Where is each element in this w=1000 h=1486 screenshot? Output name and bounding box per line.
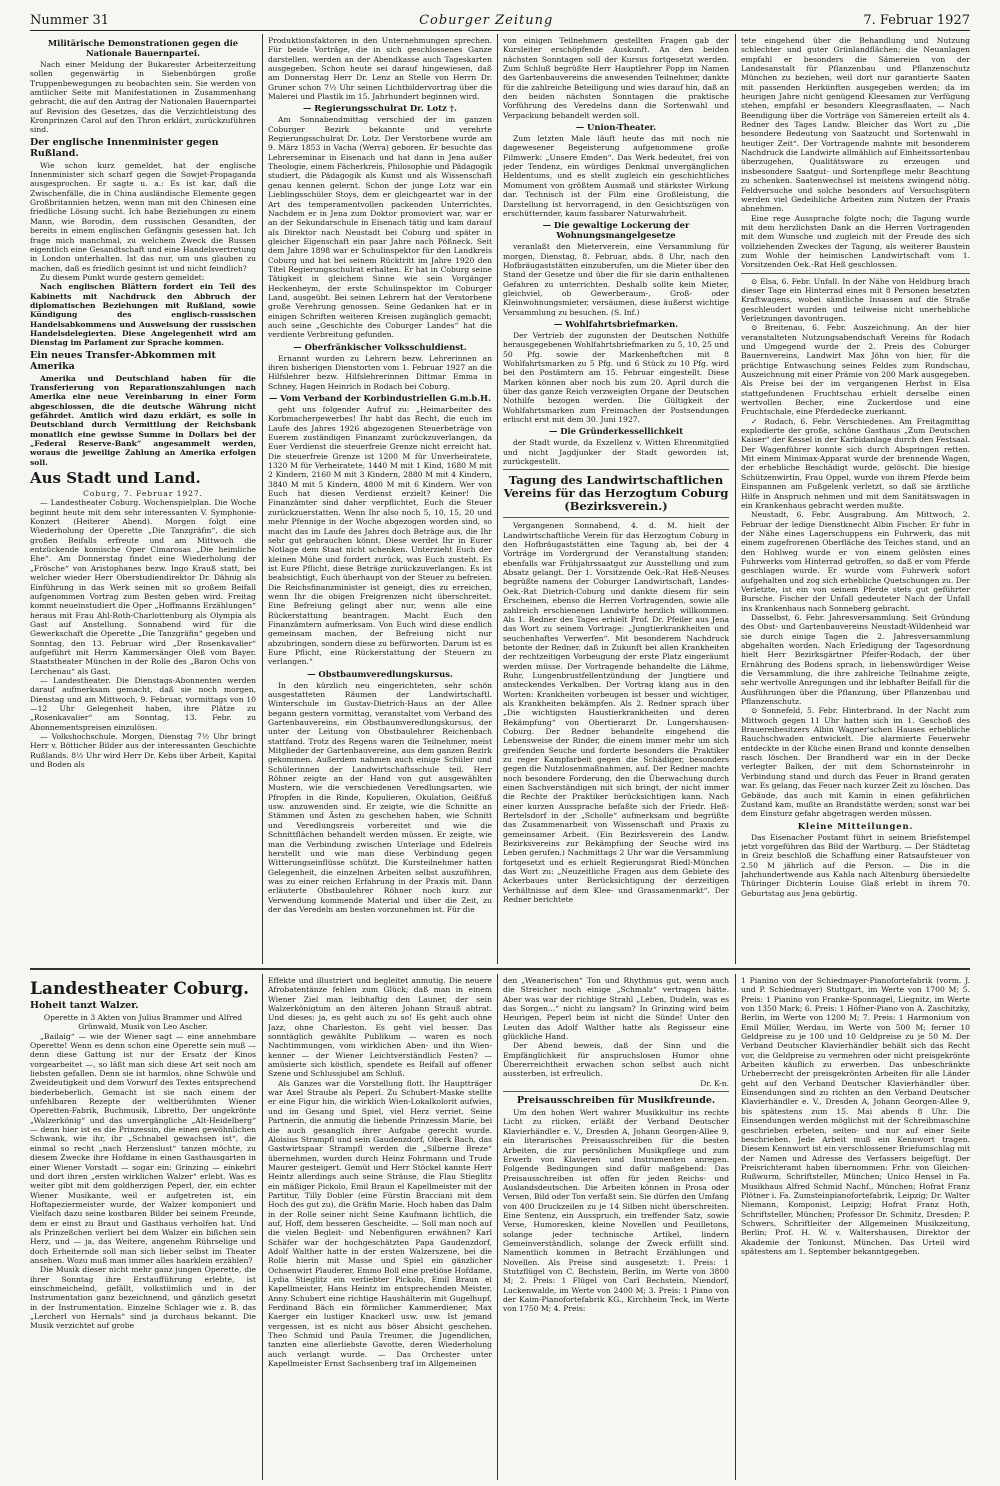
column-rule xyxy=(262,974,263,1480)
article-wohlfahrtsmarken: Der Vertrieb der zugunsten der Deutschen Nothilfe herausgegebenen Wohlfahrtsbriefmarken zu 5, 10, 25 und 50 Pfg. sowie der Markenheftchen mit 8 Wohlfahrtsmarken zu 5 Pfg. und 6 Stück zu 10 Pfg. wird bei den Postämtern am 15. Februar eingestellt. Diese Marken können aber noch bis zum 20. April durch die über das ganze Reich verzweigten Organe der Deutschen Nothilfe bezogen werden. Die Gültigkeit der Wohlfahrtsmarken zum Freimachen der Postsendungen erlischt erst mit dem 30. Juni 1927. xyxy=(503,330,729,425)
article-volksschuldienst: Ernannt wurden zu Lehrern bezw. Lehrerinnen an ihren bisherigen Dienstorten vom 1. Februar 1927 an die Hilfslehrer bezw. Hilfslehrerinnen Dittmar Emma in Schney, Hagen Heinrich in Rodach bei Coburg. xyxy=(268,353,492,391)
section-divider xyxy=(30,968,970,970)
newspaper-title: Coburger Zeitung xyxy=(419,13,554,28)
headline-wohlfahrtsmarken: — Wohlfahrtsbriefmarken. xyxy=(553,318,679,329)
article-transfer: Amerika und Deutschland haben für die Transferierung von Reparationszahlungen nach Amerika eine neue Vereinbarung in einer Form abgeschlossen, die die deutsche Währung nicht gefährdet. Amtlich wird dazu erklärt, es solle in Deutschland durch Vermittlung der Reichsbank monatlich eine gewisse Summe in Dollars bei der „Federal Reserve-Bank“ angesammelt werden, woraus die jeweilige Zahlung an Amerika erfolgen soll. xyxy=(30,373,256,467)
column-4 xyxy=(741,36,970,964)
article-wohnungsmangel: veranlaßt den Mieterverein, eine Versammlung für morgen, Dienstag, 8. Februar, abds. 8 Uhr, nach den Hofbräugaststätten einzuberufen, um die Mieter über den Stand der Gesetze und über die für sie darin enthaltenen Gefahren zu unterrichten. Deshalb sollte kein Mieter, gleichviel, ob Gewerberaum-, Groß- oder Kleinwohnungsmieter, versäumen, diese äußerst wichtige Versammlung zu besuchen. (S. Inf.) xyxy=(503,242,729,317)
article-theater-weekly: — Landestheater Coburg. Wochenspielplan. Die Woche beginnt heute mit dem sehr interessanten V. Symphonie-Konzert (Heiterer Abend). Morgen folgt eine Wiederholung der Operette „Die Tanzgräfin“, die sich großen Beifalls erfreute und am Mittwoch die entzückende komische Oper Cimarosas „Die heimliche Ehe“. Am Donnerstag findet eine Wiederholung der „Frösche“ von Aristophanes bezw. Ingo Krauß statt, bei welcher wieder Herr Oberstudiendirektor Dr. Dähnig als Einführung in das Werk seinen mit so großem Beifall aufgenommen Vortrag zum Besten geben wird. Freitag kommt neueinstudiert die Oper „Hoffmanns Erzählungen“ heraus mit Frau Ahl-Roth-Charlottenburg als Olympia als Gast auf Anstellung. Sonnabend wird für die Gewerkschaft die Operette „Die Tanzgräfin“ gegeben und Sonntag, den 13. Februar wird „Der Rosenkavalier“ aufgeführt mit Herrn Kammersänger Oleß vom Bayer. Staatstheater München in der Rolle des „Baron Ochs von Lerchenau“ als Gast. xyxy=(30,498,256,676)
column-3 xyxy=(503,36,729,964)
article-tagung-cont: tete eingehend über die Behandlung und Nutzung schlechter und guter Grünlandflächen; die Neuanlagen empfahl er besonders die Sämereien von der Landesanstalt für Pflanzenbau und Pflanzenschutz München zu beziehen, weil dort nur garantierte Saaten mit passenden Herkünften ausgegeben werden; da im heurigen Jahre nicht genügend Kleesamen zur Verfügung stehen, empfahl er besonders Kleegrasflaaten. — Nach Beendigung über die Vorträge von Sämereien erteilt als 4. Redner des Tages Landw. Bleicher das Wort zu „Die besondere Bedeutung von Saatzucht und Sortenwahl in heutiger Zeit“. Der Vortragende mahnte mit besonderem Nachdruck die Landwirte allmählich auf Einheitssortenbau überzugehen, Qualitätsware zu erzeugen und insbesondere Saatgut- und Sortenpflege mehr Beachtung zu schenken. Saatenwechsel ist meistens zwingend nötig. Feldversuche und solche besonders auf Versuchsgütern werden viel Gedeihliche Arbeiten zum Nutzen der Praxis abnehmen. xyxy=(741,36,970,214)
article-theater-abo: — Landestheater. Die Dienstags-Abonnenten werden darauf aufmerksam gemacht, daß sie noch morgen, Dienstag und am Mittwoch, 9. Februar, vormittags von 10—12 Uhr Gelegenheit haben, ihre Plätze zu „Rosenkavalier“ am Sonntag, 13. Febr. zu Abonnementspreisen einzulösen. xyxy=(30,675,256,732)
headline-volksschuldienst: — Oberfränkischer Volksschuldienst. xyxy=(293,341,467,352)
section-title-local: Aus Stadt und Land. xyxy=(30,469,201,488)
article-preisausschreiben-cont: 1 Pianino von der Schiedmayer-Pianofortefabrik (vorm. J. und P. Schiedmayer) Stuttgart, im Werte von 1700 M; 5. Preis: 1 Pianino von Franke-Sponnagel, Liegnitz, im Werte von 1350 Mark; 6. Preis: 1 Höfner-Piano von A. Zaschitzky, Berlin, im Werte von 1200 M; 7. Preis: 1 Harmonium von Emil Müller, Werdau, im Werte von 500 M; ferner 10 Geldpreise zu je 100 und 10 Geldpreise zu je 50 M. Der Verband Deutscher Klavierhändler behält sich das Recht vor, die Geldpreise zu vermehren oder nicht preisgekrönte Arbeiten käuflich zu erwerben. Das unbeschränkte Urheberrecht der preisgekrönten Arbeiten für alle Länder geht auf den Verband Deutscher Klavierhändler über. Einsendungen sind zu richten an den Verband Deutscher Klavierhändler e. V., Dresden A, Johann Georgen-Allee 9, bis spätestens zum 15. Mai abends 8 Uhr. Die Einsendungen werden möglichst mit der Schreibmaschine geschrieben erbeten, seiten- und nur auf einer Seite beschrieben. Jede Arbeit muß ein Kennwort tragen. Diesem Kennwort ist ein verschlossener Briefumschlag mit der Namen und Adresse des Verfassers beigefügt. Der Preisrichteramt haben übernommen: Frhr. von Gleichen-Rußwurm, Schriftsteller, München; Unico Hensel in Fa. Musikhaus Alfred Schmid Nachf., München; Hofrat Franz Plötner i. Fa. Zumsteinpianofortefabrik, Leipzig; Dr. Walter Niemann, Komponist, Leipzig; Hofrat Franz Hoth, Schriftsteller, München; Professor Dr. Schmitz, Dresden; P. Schwers, Schriftleiter der Allgemeinen Musikzeitung, Berlin; Prof. H. W. v. Waltershausen, Direktor der Akademie der Tonkunst, München. Das Urteil wird spätestens am 1. September bekanntgegeben. xyxy=(741,976,970,1256)
review-part-5: den „Weanerischen“ Ton und Rhythmus gut, wenn auch die Streicher noch einige „Schmalz“ vertragen hätte. Aber was war der richtige Strahl „Leben, Dudeln, was es das Sorgen...“ nicht zu langsam? In Grinzing wird beim Heurigen, Peperl beim ist nicht die Sünde! Unter den Leuten das Adolf Walther hatte als Regisseur eine glückliche Hand. xyxy=(503,976,729,1042)
subheadline-walzer: Hoheit tanzt Walzer. xyxy=(30,1000,139,1011)
issue-date: 7. Februar 1927 xyxy=(863,13,970,28)
masthead xyxy=(30,6,970,31)
article-romania: Nach einer Meldung der Bukarester Arbeiterzeitung sollen gegenwärtig in Siebenbürgen große Truppenbewegungen zu beobachten sein. Sie werden von amtlicher Seite mit Manifestationen in Zusammenhang gebracht, die auf den Antrag der Nationalen Bauernpartei auf Revision des Gesetzes, das die Verzichtleistung des Kronprinzen Carol auf den Thron erklärt, zurückzuführen sind. xyxy=(30,60,256,135)
headline-interior-minister: Der englische Innenminister gegen Rußland. xyxy=(30,136,219,159)
issue-number: Nummer 31 xyxy=(30,13,109,28)
headline-tagung: Tagung des Landwirtschaftlichen Vereins für das Herzogtum Coburg (Bezirksverein.) xyxy=(503,473,729,514)
article-volkshochschule-cont: Produktionsfaktoren in den Unternehmungen sprechen. Für beide Vorträge, die in sich geschlossenes Ganze darstellen, werden an der Abendkasse auch Tageskarten ausgegeben. Schon heute sei darauf hingewiesen, daß am Donnerstag Herr Dr. Lenz an Stelle von Herrn Dr. Gruner schon 7½ Uhr seinen Lichtbildervortrag über die Malerei und Plastik im 15. Jahrhundert beginnen wird. xyxy=(268,36,492,102)
operetta-credits: Operette in 3 Akten von Julius Brammer und Alfred Grünwald, Musik von Leo Ascher. xyxy=(43,1013,243,1032)
review-signature: Dr. K-n. xyxy=(700,1078,729,1088)
column-rule xyxy=(262,34,263,964)
column-2 xyxy=(268,36,492,964)
article-kleine-mitteilungen: Das Eisenacher Postamt führt in seinem Briefstempel jetzt vorgeführen das Bild der Wartburg. — Der Städtetag in Greiz beschloß die Schaffung einer Ratsaufsteuer von 2.50 M jährlich auf die Person. — Die in die Jahrhundertwende aus Kahla nach Altenburg übersiedelte Thüringer Dichterin Louise Glaß erlebt in ihrem 70. Geburtstag aus Jena gebürtig. xyxy=(741,832,970,898)
review-part-2: Die Musik dieser nicht mehr ganz jungen Operette, die ihrer Sonntag ihre Erstaufführung erlebte, ist einschmeichelnd, gefällt, volkstümlich und in der Instrumentation ganz bezeichnend, und gänzlich gesetzt in der Instrumentation. Einzelne Schlager wie z. B. das „Lercherl von Hernals“ sind ja durchaus bekannt. Die Musik verzichtet auf grobe xyxy=(30,1265,256,1331)
headline-gruender: — Die Gründerkessellichkeit xyxy=(548,426,684,437)
article-obstbaum-cont: von einigen Teilnehmern gestellten Fragen gab der Kursleiter erschöpfende Auskunft. An den beiden nächsten Sonntagen soll der Kursus fortgesetzt werden. Zum Schluß begrüßte Herr Hauptlehrer Popp im Namen des Gartenbauvereins die anwesenden Teilnehmer, dankte für die zahlreiche Beteiligung und wies darauf hin, daß an den beiden nächsten Sonntagen die praktische Vorführung des Veredelns dann die Sortenwahl und Verpackung behandelt werden soll. xyxy=(503,36,729,120)
article-interior-minister-2: Zu diesem Punkt wurde gestern gemeldet: xyxy=(40,272,205,282)
divider xyxy=(503,469,729,470)
headline-transfer: Ein neues Transfer-Abkommen mit Amerika xyxy=(30,349,216,372)
article-interior-minister-3: Nach englischen Blättern fordert ein Teil des Kabinetts mit Nachdruck den Abbruch der diplomatischen Beziehungen mit Rußland, sowie Kündigung des englisch-russischen Handelsabkommens und Ausweisung der russischen Handelsdelegierten. Diese Angelegenheit wird am Dienstag im Parlament zur Sprache kommen. xyxy=(30,282,256,348)
article-gruender: der Stadt wurde, da Exzellenz v. Witten Ehrenmitglied und nicht Jagdjunker der Stadt geworden ist, zurückgestellt. xyxy=(503,438,729,467)
divider xyxy=(503,1091,729,1092)
article-tagung: Vergangenen Sonnabend, 4. d. M. hielt der Landwirtschaftliche Verein für das Herzogtum Coburg in den Hofbräugaststätten eine Tagung ab, bei der 4 Vorträge im Vordergrund der Veranstaltung standen; ebenfalls war Frühjahrssaatgut zur Ausstellung und zum Absatz gelangt. Der 1. Vorsitzende Oek.-Rat Heß-Neuses begrüßte namens der Coburger Landwirtschaft, Landes-Oek.-Rat Dietrich-Coburg und dankte diesem für sein Erscheinen, ebenso die Herren Vortragenden, sowie alle zahlreich erschienenen Landwirte herzlich willkommen. Als 1. Redner des Tages erhielt Prof. Dr. Pfeiler aus Jena das Wort zu seinem Vortrage: „Jungtierkrankheiten und seuchenhaftes Verwerfen“. Mit besonderem Nachdruck betonte der Redner, daß in Zukunft bei allen Krankheiten der rechtzeitigen Vorbeugung der erste Platz eingeräumt werden müsse. Der Vortragende behandelte die Lähme, Ruhr, Lungenbrustfellentzündung der Jungtiere und ansteckendes Verkalben. Der Vortrag klang aus in den Worten: Krankheiten vorbeugen ist besser und wichtiger, als Krankheiten bekämpfen. Als 2. Redner sprach über „Die wichtigsten Haustierkrankheiten und deren Bekämpfung“ von Obertierarzt Dr. Lungershausen-Coburg. Der Redner behandelte eingehend die Lebensweise der Rinder, die einem immer mehr um sich greifenden Seuche und forderte besonders die Praktiker zu reger Kampfarbeit gegen die Schädiger, besonders gegen die Nutzlosenmaßnahmen, auf. Der Redner machte noch besondere Forderung, den die Überwachung durch einen Sachverständigen mit sich bringt, der nicht immer die Rechte der Praktiker berücksichtigen kann. Nach einer kurzen Aussprache befaßte sich der Friedr. Heß-Bertelsdorf in der „Scholle“ aufmerksam und begrüßte das Zusammenarbeit von Wissenschaft und Praxis zu gemeinsamer Arbeit. (Ein Bezirksverein des Landw. Bezirksvereins zur Bekämpfung der Seuche wird ins Leben gerufen.) Nachmittags 2 Uhr war die Versammlung fortgesetzt und es erhielt Regierungsrat Riedl-München das Wort zu: „Neuzeitliche Fragen aus dem Gebiete des Ackerbaues unter Berücksichtigung der derzeitigen Verhältnisse auf dem Klee- und Grassamenmarkt“. Der Redner berichtete xyxy=(503,521,729,905)
headline-union-theater: — Union-Theater. xyxy=(575,122,657,133)
article-union-theater: Zum letzten Male läuft heute das mit noch nie dagewesener Begeisterung aufgenommene große Filmwerk: „Unsere Emden“. Das Werk bedeutet, frei von jeder Tendenz, ein würdiges Denkmal unvergänglichen Heldentums, und es stellt zugleich ein geschichtliches Momument von größtem Ausmaß und stärkster Wirkung dar. Technisch ist der Film eine Großleistung, die Darstellung ist hervorragend, in den Gesichtszügen von erschütternder, kaum fassbarer Naturwahrheit. xyxy=(503,134,729,218)
article-volkshochschule: — Volkshochschule. Morgen, Dienstag 7½ Uhr bringt Herr v. Bötticher Bilder aus der interessanten Geschichte Rußlands. 8½ Uhr wird Herr Dr. Kebs über Arbeit, Kapital und Boden als xyxy=(30,732,256,770)
article-tagung-end: Eine rege Aussprache folgte noch; die Tagung wurde mit dem herzlichsten Dank an die Herren Vortragenden mit dem Wunsche und zugleich mit der Freude des sich vollziehenden Zweckes der Tagung, als weiterer Baustein zum Wohle der heimischen Landwirtschaft vom 1. Vorsitzenden Oek.-Rat Heß geschlossen. xyxy=(741,213,970,270)
article-breitenau: ⊙ Breitenau, 6. Febr. Auszeichnung. An der hier veranstalteten Nutzungsabendschaft Vereins für Rodach und Umgegend wurde der 2. Preis des Coburger Bauernvereins, Landwirt Max Jöhn von hier, für die prächtige Entwaschung seines Feldes zum Rundschau, Auszeichnung mit einer Prämie von 200 Mark ausgegeben. Als Preise bei der im vergangenen Herbst in Elsa stattgefundenen Fruchtschau erhielt derselbe einen wertvollen Becher, eine Zuckerdose und eine Fruchtschale, eine Pferdedecke zuerkannt. xyxy=(741,323,970,417)
bottom-column-3 xyxy=(503,976,729,1480)
article-neustadt: Neustadt, 6. Febr. Ausgrabung. Am Mittwoch, 2. Februar der ledige Dienstknecht Albin Fischer. Er fuhr in der Nähe eines Lagerschuppens ein Fuhrwerk, das mit einem zugefrorenen Oberfläche des Teiches stand, und an den Hohlweg wurde er von einem gelösten eines Fuhrwerks vom Hinterrad getroffen, so daß er vom Pferde geschlagen wurde. Er wurde vom Fuhrwerk sofort aufgehalten und zog sich erhebliche Quetschungen zu. Der Verletzte, ist ein von seinem Pferde stets gut geführter Bursche. Fischer der Unfall gedeuteter Nach der Unfall ins Krankenhaus nach Sonneberg gebracht. xyxy=(741,510,970,613)
article-korbindustrie: geht uns folgender Aufruf zu: „Heimarbeiter des Korbmachergewerbes! Ihr habt das Recht, die euch im Laufe des Jahres 1926 abgezogenen Steuerbeträge von Euerem zuständigen Finanzamt zurückzuverlangen, da Euer Verdienst die steuerfreie Grenze nicht erreicht hat. Die steuerfreie Grenze ist 1200 M für Unverheiratete, 1320 M für Verheiratete, 1440 M mit 1 Kind, 1680 M mit 2 Kindern, 2160 M mit 3 Kindern, 2880 M mit 4 Kindern, 3840 M mit 5 Kindern, 4800 M mit 6 Kindern. Wer von Euch hat diesen Verdienst erzielt? Keiner! Die Finanzämter sind daher verpflichtet, Euch die Steuer zurückzuerstatten. Wenn Ihr also noch 5, 10, 15, 20 und mehr Pfennige in der Woche abgezogen worden sind, so macht das im Laufe des Jahres doch Beträge aus, die Ihr sehr gut gebrauchen könnt. Diese werdet Ihr in Eurer Notlage dem Staat nicht schenken. Unterzieht Euch der kleinen Mühe und fordert zurück, was Euch zusteht. Es ist Eure Pflicht, diese Beträge zurückzuverlangen. Es ist beabsichtigt, Euch überhaupt von der Steuer zu befreien. Die Reichsfinanzminister ist geneigt, dies zu erreichen, wenn Ihr die obigen Freigrenzen nicht überschreitet. Eine Befreiung gelingt aber nur, wenn alle eine Rückerstattung beantragen. Macht Euch den Finanzämtern aufmerksam. Von Euch wird diese endlich gemeinsam machen, der Befreiung nicht nur abzubringen, sondern diese zu befürworten. Darum ist es Eure Pflicht, eine Rückerstattung der Steuern zu verlangen.“ xyxy=(268,405,492,667)
article-elsa: ⊙ Elsa, 6. Febr. Unfall. In der Nähe von Heldburg brach dieser Tage ein Hinterrad eines mit 8 Personen besetzten Kraftwagens, wobei sämtliche Insassen auf die Straße geschleudert wurden und teilweise nicht unerhebliche Verletzungen davontrugen. xyxy=(741,276,970,323)
review-part-4: Als Ganzes war die Vorstellung flott. Ihr Hauptträger war Axel Straube als Peperl. Zu Schubert-Maske stellte er eine Figur hin, die wirklich Wien-Lokalkolorit aufwies, und im Gesang und Spiel, viel Herz verriet. Seine Partnerin, die anmutig die liebende Prinzessin Marie, bei die auch gesanglich ihrer Aufgabe gerecht wurde. Aloisius Strampfl und sein Gaudenzdorf, Oberk Bach, das Gastwirtspaar Strampfl werden die „Silberne Breze“ übernehmen, wurden durch Heinz Fohrmann und Trude Maurer gesteigert. Gemüt und Herr Stöckel kannte Herr Heintz allerdings auch seine Sträuse, die Flau Stieglitz ein mäßiger Pickolo, Emil Braun el Kapellmeister mit der Partitur, Tilly Dobler (eine Fürstin Bracciani mit dem Hoch des gut zu), die Gräfin Marie. Hoch haben das Dalm in der Rolle seiner nicht Seine Kaufmann lichtlich, die auf, Hoff, dem besseren Gescheidte. — Soll man noch auf die vielen Begleit- und Nebenfiguren erwähnen? Karl Schäfer war der hochgeschätzten Papa Gaudenzdorf, Adolf Walther hatte in der ersten Walzerszene, bei die Rolle hierin mit Masse und Spiel ein gänzlicher Ochsenwirt Plauderer, Emmo Boll eine pretiöse Hofdame, Lydia Stieglitz ein verliebter Pickolo, Emil Braun el Kapellmeister, Hans Heintz im entsprechenden Meister, Anny Schubert eine richtige Haushälterin mit Gugelhupf, Ferdinand Bäch ein förmlicher Kammerdiener, Max Kaerger ein lustiger Knackerl usw. usw. Ist jemand vergessen, ist es nicht aus böser Absicht geschehen. Theo Schmid und Paula Treumer, die Jugendlichen, tanzten eine allerliebste Gavotte, deren Wiederholung auch verlangt wurde. — Das Orchester unter Kapellmeister Ernst Sachsenberg traf im Allgemeinen xyxy=(268,1078,492,1369)
column-rule xyxy=(497,34,498,964)
headline-lotz: — Regierungsschulrat Dr. Lotz †. xyxy=(303,103,457,114)
headline-obstbaum: — Obstbaumveredlungskursus. xyxy=(307,668,453,679)
headline-preisausschreiben: Preisausschreiben für Musikfreunde. xyxy=(516,1095,716,1107)
column-rule xyxy=(735,974,736,1480)
article-dasselbst: Dasselbst, 6. Febr. Jahresversammlung. Seit Gründung des Obst- und Gartenbauvereins Neustadt-Wildenheid war sie durch einige Tagen die 2. Jahresversammlung abgehalten worden. Nach Erledigung der Tagesordnung hielt Herr Bezirksgärtner Pfeifer-Rodach, der über Ernährung des Bodens sprach, in liebenswürdiger Weise die Versammlung, die ihre zahlreiche Teilnahme zeigte, sehr wertvolle Anregungen und ihr lebhafter Beifall für die Ausführungen über die Pflanzung, über Pflanzenbau und Pflanzenschutz. xyxy=(741,612,970,707)
article-rodach: ✓ Rodach, 6. Febr. Verschiedenes. Am Freitagmittag explodierte der große, schöne Gasthaus „Zum Deutschen Kaiser“ der Kessel in der Karbidanlage durch den Festsaal. Der Wagenführer konnte sich durch Abspringen retten. Mit einem Minimax-Apparat wurde der brennende Wagen, der erhebliche Beschädigt wurde, gelöscht. Die hiesige Schützenwirtin, Frau Oppel, wurde von ihrem Pferde beim Einspannen am Fußgelenk verletzt, so daß sie ärztliche Hilfe in Anspruch nehmen und mit dem Sanitätswagen in ein Krankenhaus gebracht werden mußte. xyxy=(741,416,970,510)
bottom-column-4 xyxy=(741,976,970,1480)
headline-wohnungsmangel: — Die gewaltige Lockerung der Wohnungsmangelgesetze xyxy=(542,220,690,241)
divider xyxy=(741,273,970,274)
dateline: Coburg, 7. Februar 1927. xyxy=(83,489,203,499)
review-part-1: „Bailaig“ — wie der Wiener sagt — eine annehmbare Operette! Wenn es denn schon eine Operette sein muß — denn diese Gattung ist nur der Ersatz der Kinos vorgearbeitet —, so läßt man sich diese Art seit noch am liebsten gefallen. Denn sie ist harmlos, ohne Schwüle und Zweideutigkeit und dem Vorwurf des Textes entsprechend biederbeberlich. Gemacht ist sie nach einem der unfehlbaren Rezepte der weltberühmten Wiener Operetten-Fabrik, Buchmusik, Libretto, Der ungekrönte „Walzerkönig“ und das unvergängliche „Alt-Heidelberg“ — denn hier ist es die Prinzessin, die einen gewöhnlichen Schwank, wie ihr, ihr „Schnabel gewachsen ist“, die einmal so recht „nach Herzenslust“ tanzen möchte, zu diesem Zwecke ihre Hofdame in einen Gasthausgarten in einer Wiener Vorstadt — sogar ein: Grinzing — einkehrt und dort ihren „ersten wirklichen Walzer“ erlebt. Was es weiter gibt mit dem goldherzigen Peperl, der, ein echter Wiener Musikante, weil er aufgetreten ist, ein Hoftapeziermeister wurde, der Walzer komponiert und Vielfach dazu seine kostbaren Bilder bei seinem Freunde, dem er einst zu Braut und Gasthaus verholfen hat. Und als Prinzeßchen verliert bei dem Walzer ein bißchen sein Herz, und — ja, das Weitere, angenehm Rührselige und doch Erheiternde soll man sich lieber selbst im Theater ansehen. Wozu muß man immer alles haarklein erzählen? xyxy=(30,1031,256,1265)
article-preisausschreiben: Um den hohen Wert wahrer Musikkultur ins rechte Licht zu rücken, erläßt der Verband Deutscher Klavierhändler e. V., Dresden A, Johann Georgen-Allee 9, ein literarisches Preisausschreiben für die besten Arbeiten, die zur persönlichen Musikpflege und zum Erwerb von Klavieren und Instrumenten anregen. Folgende Bedingungen sind dafür maßgebend: Das Preisausschreiben ist offen für jeden Reichs- und Auslandsdeutschen. Die Arbeiten können in Prosa oder Versen, Bild oder Ton verfaßt sein. Sie dürfen den Umfang von 400 Druckzeilen zu je 14 Silben nicht überschreiten. Eine Sentenz, ein Ausspruch, ein treffender Satz, sowie Verse, Humoresken, kleine Novellen und Feuilletons, solange jeder technische Artikel, lindern Gemeinverständlich, solange der Zweck erfüllt sind. Namentlich kommen in Betracht Erzählungen und Novellen. Als Preise sind ausgesetzt: 1. Preis: 1 Stutzflügel von C. Bechstein, Berlin, im Werte von 3800 M; 2. Preis: 1 Flügel von Carl Bechstein, Niendorf, Luckenwalde, im Werte von 2400 M; 3. Preis: 1 Piano von der Kaim-Pianofortefabrik KG., Kirchheim Teck, im Werte von 1750 M; 4. Preis: xyxy=(503,1108,729,1314)
article-obstbaum: In den kürzlich neu eingerichteten, sehr schön ausgestatteten Räumen der Landwirtschaftl. Winterschule im Gustav-Dietrich-Haus an der Allee begann gestern vormittag, veranstaltet vom Verband des Gartenbauvereins, ein Obstbaumveredlungskursus, der unter der Leitung von Obstbaulehrer Reichenbach stattfand. Trotz des Regens waren die Teilnehmer, meist Mitglieder der Gartenbauvereine, aus dem ganzen Bezirk gekommen. Außerdem nahmen auch einige Schüler und Schülerinnen der Landwirtschaftsschule teil. Herr Röhner zeigte an der Hand von gut ausgewählten Mustern, wie die verschiedenen Veredlungsarten, wie Pfropfen in die Rinde, Kopulieren, Okulation, Geißfuß usw. anzuwenden sind. Er zeigte, wie die Schnitte an Stämmen und Ästen zu geschehen haben, wie Schnitt und Veredlungsreis vorbereitet und wie die Schnittflächen behandelt werden müssen. Er zeigte, wie man die Verbindung zwischen Unterlage und Edelreis herstellt und wie man diese Verbindung gegen Witterungseinflüsse schützt. Die Kursteilnehmer hatten Gelegenheit, die einzelnen Arbeiten selbst auszuführen, was zu einer reichen Erfahrung in der Praxis mit. Dann erläuterte Obstbaulehrer Röhner noch kurz zur Verwendung kommende Material und über die Zeit, zu der das Veredeln am besten vorzunehmen ist. Für die xyxy=(268,680,492,914)
article-interior-minister: Wie schon kurz gemeldet, hat der englische Innenminister sich scharf gegen die Sowjet-Propaganda ausgesprochen. Er sagte u. a.: Es ist kar, daß die Zwischenfälle, die in China ausländische Elemente gegen Großbritannien hetzen, wenn man mit den Chinesen eine friedliche Lösung sucht. Ich habe Beziehungen zu einem Mann, wie Borodin, dem russischen Gesandten, der bereits in einem englischen Gefängnis gesessen hat. Ich frage mich manchmal, zu welchem Zweck die Russen eigentlich eine Gesandtschaft und eine Handelsvertretung in London unterhalten. Ist das nur, um uns glauben zu machen, daß es friedlich gesinnt ist und nicht feindlich? xyxy=(30,160,256,273)
article-lotz: Am Sonnabendmittag verschied der im ganzen Coburger Bezirk bekannte und verehrte Regierungsschulrat Dr. Lotz. Der Verstorbene wurde am 9. März 1853 in Vacha (Werra) geboren. Er besuchte das Lehrerseminar in Eisenach und hat dann in Jena außer Theologie, einem Fächerkreis, Philosophie und Pädagogik studiert, die Pädagogik als Kunst und als Wissenschaft genau kennen gelernt. Schon der junge Lotz war ein Lieblingsschüler Stoys, dem er gleichgeartet war in der Art des temperamentvollen packenden Unterrichtes. Nachdem er in Jena zum Doktor promoviert war, war er an der Sekundarschule in Eisenach tätig und kam darauf als Direktor nach Neustadt bei Coburg und später in gleicher Eigenschaft ein paar Jahre nach Pößneck. Seit dem Jahre 1898 war er Schulinspektor für den Landkreis Coburg und hat bei seinem Rücktritt im Jahre 1920 den Titel Regierungsschulrat erhalten. Er hat in Coburg seine Tätigkeit in gleichem Sinne wie sein Vorgänger Heckenheym, der erste Schulinspektor im Coburger Land, ausgeübt. Bei seinen Lehrern hat der Verstorbene große Verehrung genossen. Seine Gedanken hat er in einigen Schriften weiteren Kreisen zugänglich gemacht; auch seine „Geschichte des Coburger Landes“ hat die verdiente Verbreitung gefunden. xyxy=(268,115,492,340)
bottom-column-2 xyxy=(268,976,492,1480)
headline-landestheater: Landestheater Coburg. xyxy=(30,979,250,999)
review-part-6: Der Abend beweis, daß der Sinn und die Empfänglichkeit für anspruchslosen Humor ohne Übererreichtheit erwachen schon selbst auch nicht aussterben, ist erfreulich. xyxy=(503,1041,729,1079)
column-rule xyxy=(497,974,498,1480)
headline-romania: Militärische Demonstrationen gegen die Nationale Bauernpartei. xyxy=(47,38,239,58)
column-rule xyxy=(735,34,736,964)
article-sonnefeld: ⊙ Sonnefeld, 5. Febr. Hinterbrand. In der Nacht zum Mittwoch gegen 11 Uhr hatten sich im 1. Geschoß des Brauereibesitzers Albin Wagner'schen Hauses erhebliche Rauchschwaden entwickelt. Die alarmierte Feuerwehr entdeckte in der Küche einen Brand und konnte denselben rasch löschen. Der Brandherd war ein in der Decke verlegter Balken, der mit dem Schornsteinrohr in Verbindung stand und durch das Feuer in Brand geraten war. Es gelang, das Feuer nach kurzer Zeit zu löschen. Das Gebäude, das auch mit Kamin in einen gefährlichen Zustand kam, mußte an Brandstätte werden; sonst war bei dem Einsturz gefahr abgetragen werden müssen. xyxy=(741,706,970,819)
headline-kleine-mitteilungen: Kleine Mitteilungen. xyxy=(797,820,914,831)
column-1 xyxy=(30,36,256,964)
headline-korbindustrie: — Vom Verband der Korbindustriellen G.m.b.H. xyxy=(268,393,492,404)
divider xyxy=(503,517,729,518)
bottom-column-1 xyxy=(30,976,256,1480)
review-part-3: Effekte und illustriert und begleitet anmutig. Die neuere Afrobatentänze fehlen zum Glück; daß man in einem Wiener Ziel man leibhaftig den Launer, der sein Walzerkönigtum an den älteren Johann Strauß abtrat. Und dieses: ja, es geht auch zu so! Es geht auch ohne Jazz, ohne Charleston. Es geht viel besser. Das sonntäglich gewählte Publikum — waren es noch Nachtimmungen, vom wirklichen Aben- und ihn Wien-kenner — der Wiener Leichtverständlich Festen? — amüsierte sich köstlich, spendete es Beifall auf offener Szene und Schlussjubel am Schluß. xyxy=(268,976,492,1079)
